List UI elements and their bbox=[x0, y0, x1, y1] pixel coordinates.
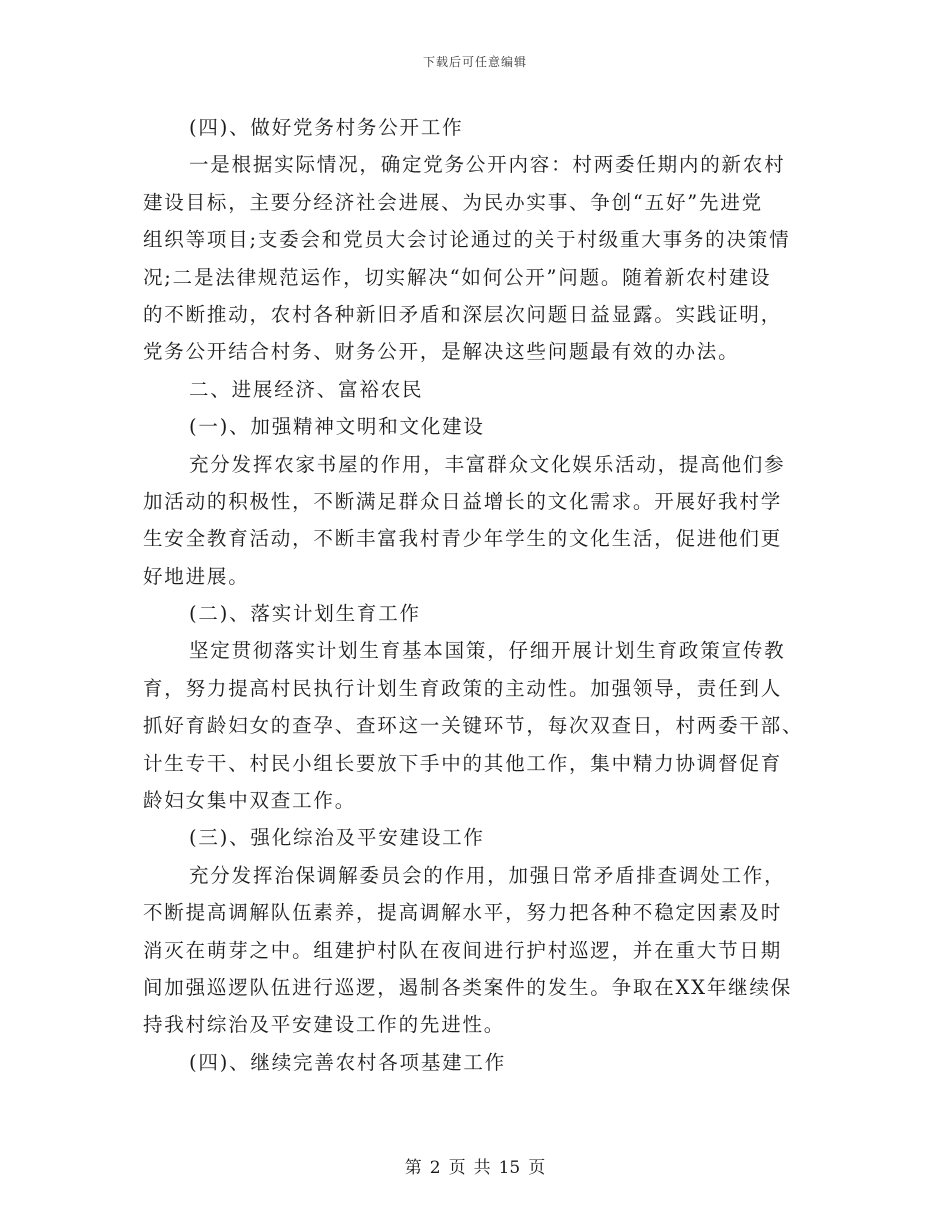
footer-total-label: 共 bbox=[473, 1158, 491, 1178]
text-line: 生安全教育活动，不断丰富我村青少年学生的文化生活，促进他们更 bbox=[143, 527, 783, 551]
text-line: 党务公开结合村务、财务公开，是解决这些问题最有效的办法。 bbox=[143, 340, 740, 364]
document-body bbox=[143, 109, 808, 1081]
text-line: 间加强巡逻队伍进行巡逻，遏制各类案件的发生。争取在XX年继续保 bbox=[143, 975, 793, 999]
text-line: 好地进展。 bbox=[143, 564, 250, 588]
text-line: 龄妇女集中双查工作。 bbox=[143, 789, 357, 813]
page-footer bbox=[0, 1153, 950, 1178]
text-line: (四)、继续完善农村各项基建工作 bbox=[189, 1050, 507, 1074]
text-line: 二、进展经济、富裕农民 bbox=[189, 377, 424, 401]
text-line: 充分发挥治保调解委员会的作用，加强日常矛盾排查调处工作， bbox=[189, 863, 786, 887]
text-line: 的不断推动，农村各种新旧矛盾和深层次问题日益显露。实践证明， bbox=[143, 302, 783, 326]
text-line: 不断提高调解队伍素养，提高调解水平，努力把各种不稳定因素及时 bbox=[143, 901, 783, 925]
text-line: 组织等项目;支委会和党员大会讨论通过的关于村级重大事务的决策情 bbox=[143, 228, 791, 252]
text-line: 抓好育龄妇女的查孕、查环这一关键环节，每次双查日，村两委干部、 bbox=[143, 714, 804, 738]
text-line: 建设目标，主要分经济社会进展、为民办实事、争创“五好”先进党 bbox=[143, 190, 763, 214]
page-header: 下载后可任意编辑 bbox=[422, 55, 527, 69]
text-line: 充分发挥农家书屋的作用，丰富群众文化娱乐活动，提高他们参 bbox=[189, 452, 786, 476]
text-line: (一)、加强精神文明和文化建设 bbox=[189, 415, 485, 439]
text-line: 坚定贯彻落实计划生育基本国策，仔细开展计划生育政策宣传教 bbox=[189, 639, 786, 663]
text-line: 况;二是法律规范运作，切实解决“如何公开”问题。随着新农村建设 bbox=[143, 265, 772, 289]
total-pages-number: 15 bbox=[498, 1158, 521, 1178]
text-line: 一是根据实际情况，确定党务公开内容：村两委任期内的新农村 bbox=[189, 153, 786, 177]
footer-page-label: 页 bbox=[448, 1158, 466, 1178]
text-line: 计生专干、村民小组长要放下手中的其他工作，集中精力协调督促育 bbox=[143, 751, 783, 775]
footer-prefix: 第 bbox=[404, 1158, 422, 1178]
text-line: (四)、做好党务村务公开工作 bbox=[189, 116, 464, 139]
current-page-number: 2 bbox=[429, 1158, 441, 1178]
text-line: 持我村综治及平安建设工作的先进性。 bbox=[143, 1013, 506, 1037]
text-line: 育，努力提高村民执行计划生育政策的主动性。加强领导，责任到人 bbox=[143, 676, 783, 700]
text-line: 加活动的积极性，不断满足群众日益增长的文化需求。开展好我村学 bbox=[143, 489, 783, 513]
text-line: (二)、落实计划生育工作 bbox=[189, 602, 421, 626]
footer-suffix: 页 bbox=[528, 1158, 546, 1178]
text-line: 消灭在萌芽之中。组建护村队在夜间进行护村巡逻，并在重大节日期 bbox=[143, 938, 783, 962]
text-line: (三)、强化综治及平安建设工作 bbox=[189, 826, 485, 850]
